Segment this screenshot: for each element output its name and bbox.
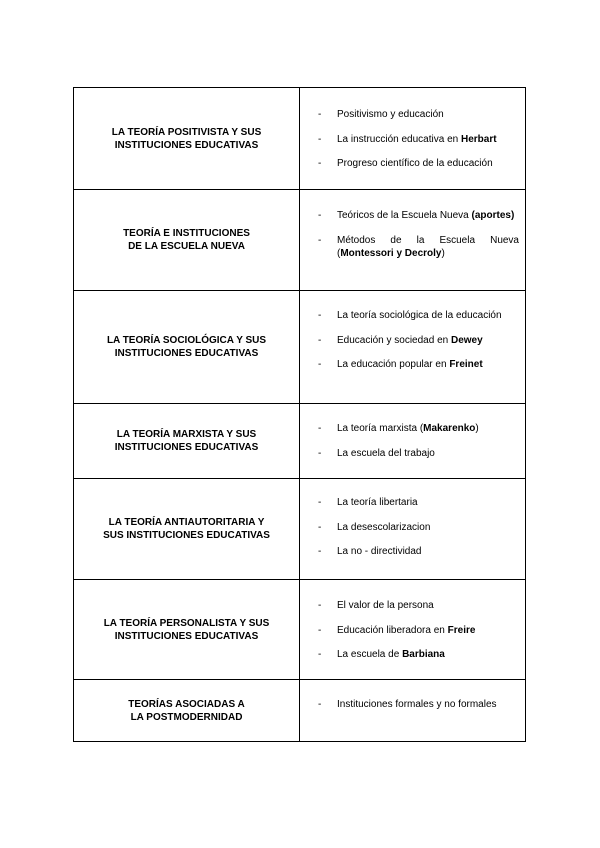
bullet-dash: - bbox=[318, 210, 322, 221]
row-items bbox=[300, 88, 525, 189]
item-text: La teoría libertaria bbox=[337, 497, 418, 508]
row-title-line: DE LA ESCUELA NUEVA bbox=[128, 241, 245, 252]
row-title-line: LA TEORÍA ANTIAUTORITARIA Y bbox=[108, 517, 265, 528]
list-item bbox=[318, 624, 519, 637]
row-title-line: INSTITUCIONES EDUCATIVAS bbox=[114, 348, 259, 359]
bullet-dash: - bbox=[318, 521, 322, 533]
list-item bbox=[318, 521, 519, 534]
table-row bbox=[74, 579, 525, 679]
item-bold-text: Freire bbox=[447, 624, 476, 636]
row-title bbox=[74, 680, 300, 741]
item-text: La no - directividad bbox=[337, 546, 422, 557]
row-title bbox=[74, 404, 300, 478]
item-bold-text: Makarenko bbox=[423, 423, 476, 434]
row-title-line: TEORÍA E INSTITUCIONES bbox=[123, 228, 250, 239]
item-text-after: ) bbox=[475, 423, 479, 434]
item-text: Positivismo y educación bbox=[337, 109, 444, 120]
bullet-dash: - bbox=[318, 600, 322, 611]
list-item bbox=[318, 157, 519, 170]
item-text: El valor de la persona bbox=[337, 600, 434, 611]
row-title-line: INSTITUCIONES EDUCATIVAS bbox=[114, 139, 259, 151]
bullet-dash: - bbox=[318, 447, 322, 459]
table-row bbox=[74, 478, 525, 579]
item-bold-text: Barbiana bbox=[402, 649, 445, 660]
row-title-line: TEORÍAS ASOCIADAS A bbox=[128, 698, 245, 710]
item-text: Educación y sociedad en bbox=[337, 334, 451, 346]
table-row bbox=[74, 88, 525, 189]
list-item bbox=[318, 358, 519, 371]
item-text: Educación liberadora en bbox=[337, 624, 448, 636]
item-text: La teoría sociológica de la educación bbox=[337, 310, 502, 321]
bullet-dash: - bbox=[318, 699, 322, 710]
row-title-line: LA TEORÍA POSITIVISTA Y SUS bbox=[111, 126, 262, 138]
list-item bbox=[318, 599, 519, 612]
item-bold-text: Freinet bbox=[449, 359, 483, 370]
item-bold-text: Herbart bbox=[460, 133, 497, 145]
list-item bbox=[318, 309, 519, 322]
bullet-dash: - bbox=[318, 310, 322, 321]
list-item bbox=[318, 334, 519, 347]
row-items bbox=[300, 291, 525, 403]
table-row bbox=[74, 290, 525, 403]
row-title bbox=[74, 580, 300, 679]
list-item bbox=[318, 447, 519, 460]
item-text: Métodos de la Escuela Nueva ( bbox=[337, 234, 519, 259]
item-bold-text: Dewey bbox=[450, 334, 483, 346]
row-title-line: INSTITUCIONES EDUCATIVAS bbox=[114, 442, 259, 453]
row-title-line: LA POSTMODERNIDAD bbox=[130, 711, 243, 723]
bullet-dash: - bbox=[318, 423, 322, 434]
item-text: Instituciones formales y no formales bbox=[337, 699, 497, 710]
bullet-dash: - bbox=[318, 497, 322, 508]
bullet-dash: - bbox=[318, 109, 322, 120]
list-item bbox=[318, 545, 519, 558]
item-text-after: ) bbox=[441, 247, 445, 259]
table-row bbox=[74, 679, 525, 741]
row-title bbox=[74, 190, 300, 290]
bullet-dash: - bbox=[318, 234, 322, 246]
bullet-dash: - bbox=[318, 334, 322, 346]
row-title bbox=[74, 88, 300, 189]
item-text: Progreso científico de la educación bbox=[337, 158, 493, 169]
row-items bbox=[300, 404, 525, 478]
row-title-line: INSTITUCIONES EDUCATIVAS bbox=[114, 630, 259, 642]
list-item bbox=[318, 648, 519, 661]
item-text: La instrucción educativa en bbox=[337, 133, 461, 145]
row-items bbox=[300, 680, 525, 741]
list-item bbox=[318, 133, 519, 146]
item-text: La escuela de bbox=[337, 649, 403, 660]
list-item bbox=[318, 108, 519, 121]
bullet-dash: - bbox=[318, 546, 322, 557]
item-text: La desescolarizacion bbox=[337, 521, 431, 533]
row-items bbox=[300, 580, 525, 679]
table-row bbox=[74, 189, 525, 290]
item-bold-text: (aportes) bbox=[471, 210, 515, 221]
table-row bbox=[74, 403, 525, 478]
row-title bbox=[74, 291, 300, 403]
row-items bbox=[300, 190, 525, 290]
list-item bbox=[318, 698, 519, 711]
item-text: La teoría marxista ( bbox=[337, 423, 424, 434]
row-title bbox=[74, 479, 300, 579]
bullet-dash: - bbox=[318, 649, 322, 660]
list-item bbox=[318, 209, 519, 222]
list-item bbox=[318, 496, 519, 509]
row-title-line: LA TEORÍA PERSONALISTA Y SUS bbox=[103, 617, 270, 629]
list-item bbox=[318, 422, 519, 435]
row-title-line: LA TEORÍA MARXISTA Y SUS bbox=[116, 429, 257, 440]
bullet-dash: - bbox=[318, 359, 322, 370]
row-title-line: SUS INSTITUCIONES EDUCATIVAS bbox=[103, 530, 270, 541]
item-text: La escuela del trabajo bbox=[337, 447, 435, 459]
item-bold-text: Montessori y Decroly bbox=[340, 247, 442, 259]
row-items bbox=[300, 479, 525, 579]
bullet-dash: - bbox=[318, 158, 322, 169]
theories-table bbox=[73, 87, 526, 742]
item-text: La educación popular en bbox=[337, 359, 450, 370]
item-text: Teóricos de la Escuela Nueva bbox=[337, 210, 472, 221]
row-title-line: LA TEORÍA SOCIOLÓGICA Y SUS bbox=[106, 335, 267, 346]
bullet-dash: - bbox=[318, 624, 322, 636]
bullet-dash: - bbox=[318, 133, 322, 145]
list-item bbox=[318, 234, 519, 260]
